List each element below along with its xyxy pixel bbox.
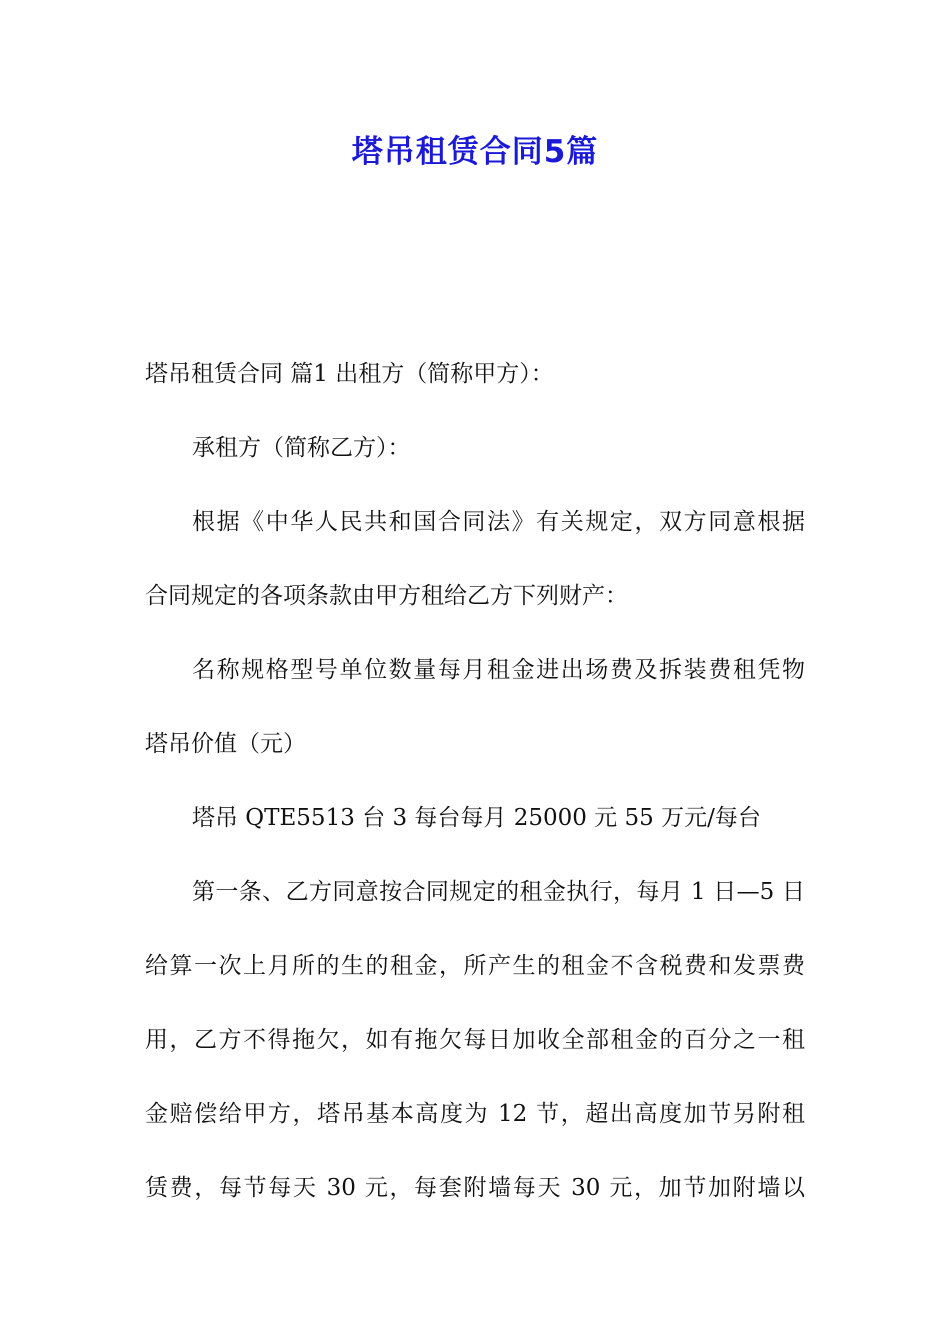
paragraph-line: 第一条、乙方同意按合同规定的租金执行，每月 1 日—5 日 [192,879,805,905]
paragraph-line: 塔吊价值（元） [145,731,306,757]
paragraph-line: 合同规定的各项条款由甲方租给乙方下列财产： [145,583,628,609]
paragraph-line: 赁费，每节每天 30 元，每套附墙每天 30 元，加节加附墙以 [145,1175,805,1201]
paragraph-line: 给算一次上月所的生的租金，所产生的租金不含税费和发票费 [145,953,805,979]
document-title: 塔吊租赁合同5篇 [351,134,599,170]
paragraph-line: 塔吊 QTE5513 台 3 每台每月 25000 元 55 万元/每台 [192,805,761,831]
paragraph-line: 用，乙方不得拖欠，如有拖欠每日加收全部租金的百分之一租 [145,1027,805,1053]
paragraph-line: 名称规格型号单位数量每月租金进出场费及拆装费租凭物 [192,657,805,683]
document-body [145,337,805,1225]
paragraph-line: 根据《中华人民共和国合同法》有关规定，双方同意根据 [192,509,805,535]
paragraph-line: 金赔偿给甲方，塔吊基本高度为 12 节，超出高度加节另附租 [145,1101,805,1127]
paragraph-line: 塔吊租赁合同 篇1 出租方（简称甲方）： [145,361,554,387]
paragraph-line: 承租方（简称乙方）： [192,435,411,461]
